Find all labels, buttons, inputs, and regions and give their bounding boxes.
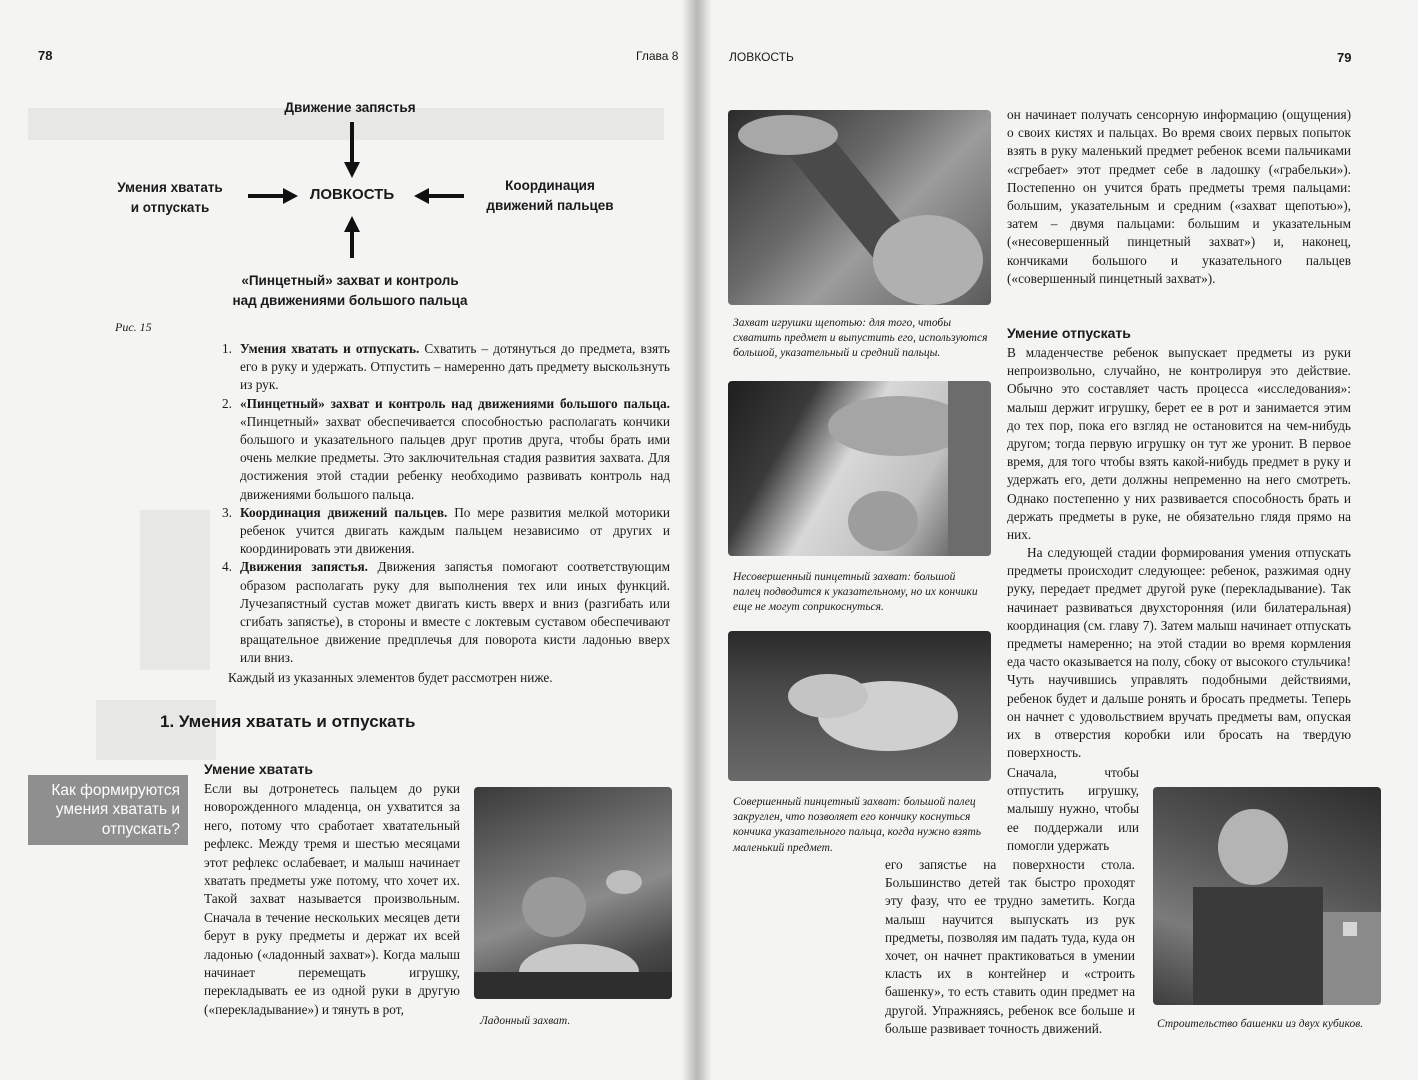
show-through-block: [140, 510, 210, 670]
diagram-right-label: Координация движений пальцев: [486, 178, 614, 213]
list-item: [222, 558, 670, 667]
superior-pincer-photo: [728, 631, 991, 781]
subheading-grasp: Умение хватать: [204, 761, 313, 777]
elements-list: [222, 340, 670, 668]
subheading-release: Умение отпускать: [1007, 325, 1131, 341]
pinch-grasp-photo: [728, 110, 991, 305]
palmar-grasp-caption: Ладонный захват.: [480, 1015, 571, 1027]
superior-pincer-caption: Совершенный пинцетный захват: большой палец закруглен, что позволяет его кончику коснуться кончика указательного пальца, когда нужно взять маленький предмет.: [733, 796, 981, 854]
left-page: [0, 0, 697, 1080]
release-narrow-text: Сначала, чтобы отпустить игрушку, малышу нужно, чтобы ее поддержали или помогли удержать: [1007, 765, 1139, 853]
book-gutter: [682, 0, 712, 1080]
right-page: [697, 0, 1418, 1080]
diagram-center-label: ЛОВКОСТЬ: [309, 186, 395, 203]
list-number: 1.: [222, 341, 232, 356]
list-item-title: Движения запястья.: [240, 559, 368, 575]
photo-illustration: [728, 110, 991, 305]
release-paragraph-1: В младенчестве ребенок выпускает предметы из руки непроизвольно, случайно, не контролируя это действие. Обычно это составляет часть процесса «исследования»: малыш держит игрушку, берет ее в рот и занимается этим до тех пор, пока его взгляд не остановится на чем-нибудь другом; тогда первую игрушку он тут же уронит. В первое время, для того чтобы взять какой-нибудь предмет в руку и удержать его, дети должны непременно на него смотреть. Однако постепенно у них развивается способность брать и держать предметы в руке, не обязательно глядя прямо на них.: [1007, 345, 1351, 543]
list-item: [222, 340, 670, 395]
running-head-left: Глава 8: [636, 49, 679, 63]
running-head-right: ЛОВКОСТЬ: [729, 50, 794, 64]
question-sidebox: Как формируются умения хватать и отпускать?: [28, 775, 188, 845]
list-item-text: Схватить – дотянуться до предмета, взять его в руку и удержать. Отпустить – намеренно дать предмету выскользнуть из рук.: [240, 341, 670, 393]
list-number: 4.: [222, 559, 232, 575]
section-heading: 1. Умения хватать и отпускать: [160, 712, 416, 731]
list-number: 3.: [222, 504, 232, 520]
tower-building-caption: Строительство башенки из двух кубиков.: [1157, 1018, 1364, 1030]
release-bottom-text: его запястье на поверхности стола. Большинство детей так быстро проходят эту фазу, что ее трудно заметить. Когда малыш научится выпускать из рук предметы, позволяя им падать туда, куда он хочет, он начнет практиковаться в умении класть их в контейнер и «строить башенку», то есть ставить один предмет на другой. Упражняясь, ребенок все больше и больше развивает точность движений.: [885, 857, 1135, 1036]
photo-illustration: [728, 381, 991, 556]
photo-illustration: [728, 631, 991, 781]
pinch-grasp-caption: Захват игрушки щепотью: для того, чтобы схватить предмет и выпустить его, используются большой, указательный и средний пальцы.: [733, 317, 988, 360]
palmar-grasp-photo: [474, 787, 672, 999]
list-item: [222, 504, 670, 559]
list-item: [222, 395, 670, 504]
tower-building-photo: [1153, 787, 1381, 1005]
photo-illustration: [474, 787, 672, 999]
page-number-left: 78: [38, 48, 53, 63]
release-paragraph-2: На следующей стадии формирования умения отпускать предметы происходит следующее: ребенок, разжимая одну руку, передает предмет другой руке (перекладывание). Так начинает развиваться двухсторонняя (или билатеральная) координация (см. главу 7). Затем малыш начинает отпускать предметы намеренно; на этой стадии во время кормления еда часто оказывается на полу, сбоку от высокого стульчика! Чуть научившись управлять подобными действиями, ребенок будет и дальше ронять и бросать предметы. Теперь он начнет с удовольствием вручать предметы вам, опуская их в отверстия коробки или бросать на твердую поверхность.: [1007, 545, 1351, 761]
inferior-pincer-photo: [728, 381, 991, 556]
list-item-title: Координация движений пальцев.: [240, 504, 448, 520]
diagram-left-label: Умения хватать и отпускать: [117, 180, 223, 215]
diagram-top-label: Движение запястья: [284, 100, 416, 115]
list-item-text: По мере развития мелкой моторики ребенок учится двигать каждым пальцем независимо от других и координировать эти движения.: [240, 504, 671, 557]
photo-illustration: [1153, 787, 1381, 1005]
grasp-text: Если вы дотронетесь пальцем до руки новорожденного младенца, он ухватится за него, потому что сработает хватательный рефлекс. Между тремя и шестью месяцами этот рефлекс ослабевает, и малыш начинает хватать предметы уже потому, что хочет их. Такой захват называется произвольным. Сначала в течение нескольких месяцев дети берут в руку предметы и держат их всей ладонью («ладонный захват»). Когда малыш начинает перемещать игрушку, перекладывать ее из одной руки в другую («перекладывание») и тянуть в рот,: [204, 781, 460, 1017]
list-item-title: Умения хватать и отпускать.: [240, 341, 420, 356]
list-item-title: «Пинцетный» захват и контроль над движениями большого пальца.: [240, 395, 670, 411]
figure-caption: Рис. 15: [115, 320, 152, 334]
diagram-bottom-label: «Пинцетный» захват и контроль над движениями большого пальца: [232, 273, 468, 308]
after-list-text: Каждый из указанных элементов будет рассмотрен ниже.: [228, 670, 553, 685]
inferior-pincer-caption: Несовершенный пинцетный захват: большой палец подводится к указательному, но их кончики еще не могут соприкоснуться.: [733, 571, 978, 614]
list-item-text: «Пинцетный» захват обеспечивается способностью располагать кончики большого и указательного пальцев друг против друга, чтобы брать ими очень мелкие предметы. Это заключительная стадия развития захвата. Для достижения этой стадии ребенку необходимо развивать контроль над движениями большого пальца.: [240, 413, 670, 502]
list-item-text: Движения запястья помогают соответствующим образом располагать руку для выполнения тех или иных функций. Лучезапястный сустав может двигать кисть вверх и вниз (разгибать или сгибать запястье), в стороны и вместе с локтевым суставом обеспечивают вращательное движение предплечья для поворота кисти ладонью вверх или вниз.: [240, 559, 670, 666]
text-column-top: он начинает получать сенсорную информацию (ощущения) о своих кистях и пальцах. Во время своих первых попыток взять в руку маленький предмет ребенок всеми пальчиками «сгребает» этот предмет себе в ладошку («грабельки»). Постепенно он учится брать предметы тремя пальцами: большим, указательным и средним («захват щепотью»), затем – двумя пальцами: большим и указательным («несовершенный пинцетный захват») и, наконец, кончиками большого и указательного пальцев («совершенный пинцетный захват»).: [1007, 107, 1351, 286]
list-number: 2.: [222, 395, 232, 411]
page-number-right: 79: [1337, 50, 1352, 65]
